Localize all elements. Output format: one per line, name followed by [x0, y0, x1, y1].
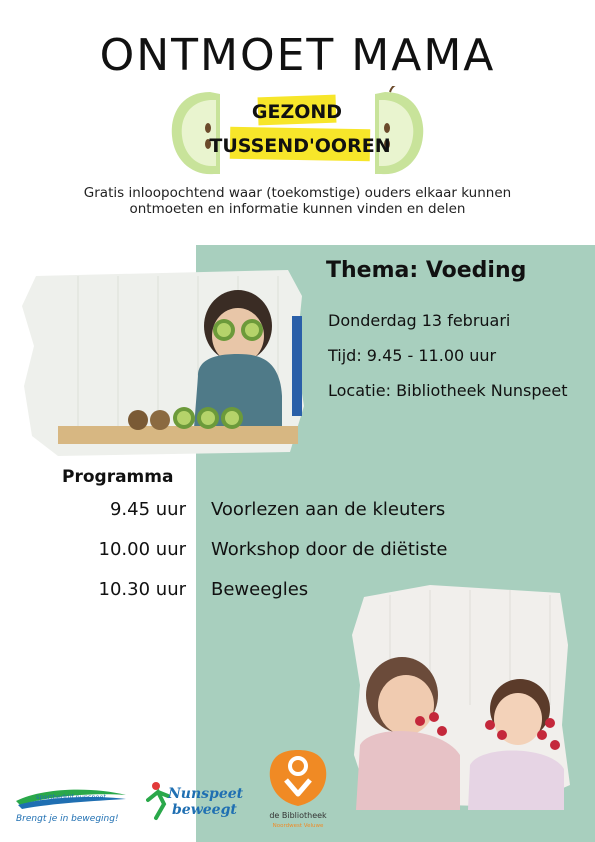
event-location: Locatie: Bibliotheek Nunspeet — [328, 381, 568, 400]
program-time: 10.30 uur — [98, 579, 186, 600]
program-time: 10.00 uur — [98, 539, 186, 560]
intro-line-2: ontmoeten en informatie kunnen vinden en delen — [129, 201, 466, 217]
program-activity: Voorlezen aan de kleuters — [211, 499, 446, 520]
program-activity: Workshop door de diëtiste — [211, 539, 448, 560]
nunspeet-line2: beweegt — [172, 802, 237, 818]
gezond-tussendooren-logo — [170, 86, 425, 178]
logo-line1: GEZOND — [251, 101, 343, 123]
library-sub: Noordwest Veluwe — [272, 823, 324, 829]
nunspeet-line1: Nunspeet — [168, 786, 244, 802]
kiwi-child-photo — [18, 266, 308, 458]
logo-line2: TUSSEND'OOREN — [209, 135, 391, 157]
theme-heading: Thema: Voeding — [326, 258, 527, 283]
event-time: Tijd: 9.45 - 11.00 uur — [328, 346, 497, 365]
event-date: Donderdag 13 februari — [328, 311, 511, 330]
page-title: ONTMOET MAMA — [99, 30, 496, 81]
sport-tagline: Brengt je in beweging! — [16, 814, 119, 824]
intro-text — [40, 185, 555, 217]
library-name: de Bibliotheek — [269, 811, 327, 820]
nunspeet-beweegt-logo — [146, 778, 246, 823]
bibliotheek-logo — [258, 748, 338, 830]
program-heading: Programma — [62, 467, 174, 487]
program-activity: Beweegles — [211, 579, 309, 600]
sport-name: sportbedrijf nunspeet — [36, 793, 107, 801]
program-time: 9.45 uur — [109, 499, 186, 520]
intro-line-1: Gratis inloopochtend waar (toekomstige) ouders elkaar kunnen — [83, 185, 512, 201]
raspberry-kids-photo — [350, 585, 572, 810]
sportbedrijf-nunspeet-logo — [14, 781, 130, 826]
